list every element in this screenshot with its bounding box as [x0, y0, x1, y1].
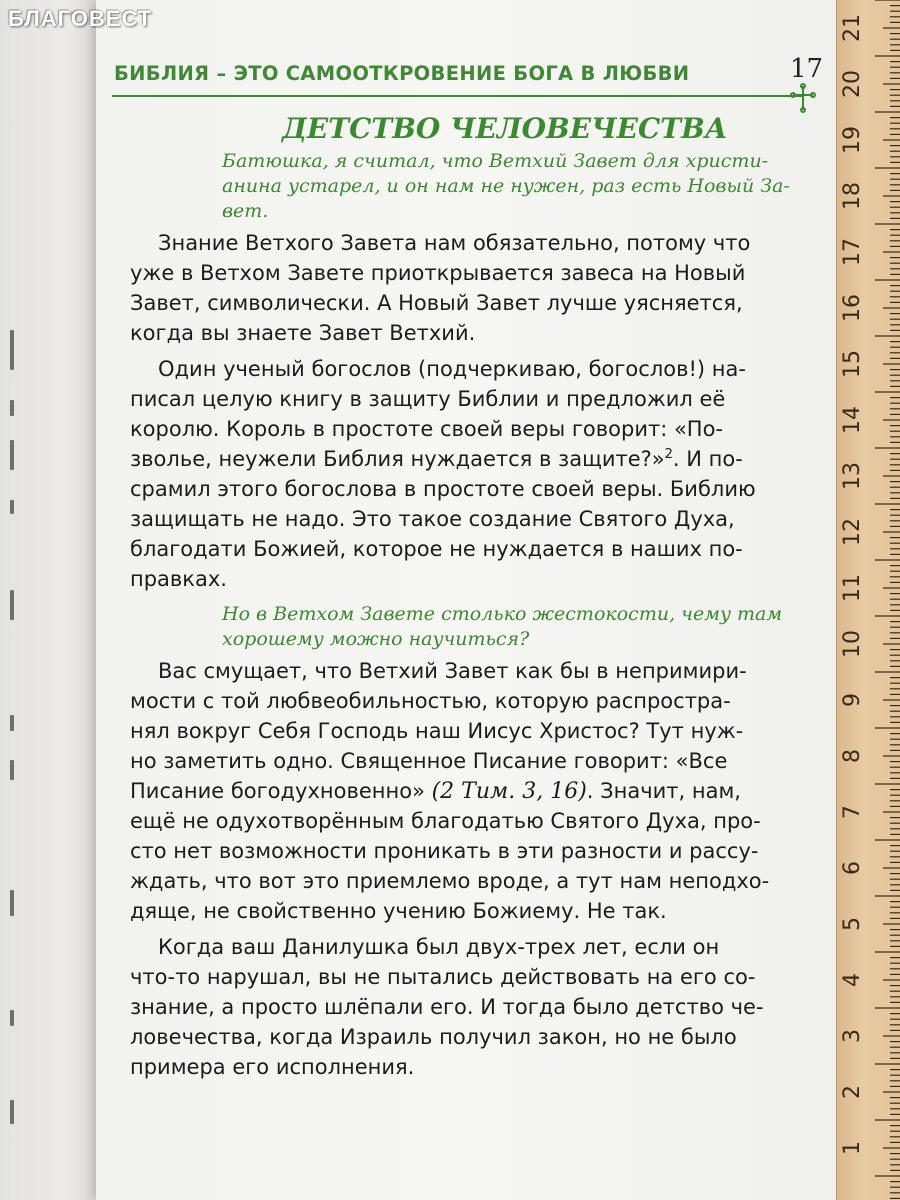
ruler-number: 8: [840, 749, 865, 763]
text-line: нял вокруг Себя Господь наш Иисус Христос? Тут нуж-: [130, 719, 744, 743]
ruler-number: 3: [840, 1029, 865, 1043]
text-line: ловечества, когда Израиль получил закон, но не было: [130, 1025, 737, 1049]
ruler-number: 16: [840, 294, 865, 322]
question-line: анина устарел, и он нам не нужен, раз есть Новый За-: [222, 175, 790, 197]
text-line: Когда ваш Данилушка был двух-трех лет, если он: [158, 935, 720, 959]
text-line: ещё не одухотворённым благодатью Святого Духа, про-: [130, 809, 761, 833]
text-line: Знание Ветхого Завета нам обязательно, потому что: [158, 231, 751, 255]
text-line: благодати Божией, которое не нуждается в наших по-: [130, 537, 743, 561]
measuring-ruler: [836, 0, 900, 1200]
left-page-edge: [0, 0, 110, 1200]
section-title: ДЕТСТВО ЧЕЛОВЕЧЕСТВА: [282, 112, 728, 145]
ruler-number: 19: [840, 126, 865, 154]
ruler-number: 12: [840, 518, 865, 546]
header-rule: [112, 95, 802, 97]
text-line: [130, 779, 741, 804]
ruler-number: 1: [840, 1141, 865, 1155]
ruler-scale: [837, 0, 900, 1200]
running-header-title: БИБЛИЯ – ЭТО САМООТКРОВЕНИЕ БОГА В ЛЮБВИ: [114, 62, 690, 85]
question-line: вет.: [222, 200, 269, 222]
ruler-number: 9: [840, 693, 865, 707]
question-line: Батюшка, я считал, что Ветхий Завет для христи-: [222, 150, 769, 172]
text-line: знание, а просто шлёпали его. И тогда было детство че-: [130, 995, 764, 1019]
text-fragment: Писание богодухновенно»: [130, 779, 432, 803]
scripture-reference: (2 Тим. 3, 16): [431, 779, 587, 804]
ruler-number: 21: [840, 14, 865, 42]
text-line: дяще, не свойственно учению Божиему. Не так.: [130, 899, 667, 923]
ruler-number: 6: [840, 861, 865, 875]
text-line: но заметить одно. Священное Писание говорит: «Все: [130, 749, 728, 773]
ruler-number: 13: [840, 462, 865, 490]
ruler-number: 2: [840, 1085, 865, 1099]
text-line: Один ученый богослов (подчеркиваю, богослов!) на-: [158, 357, 746, 381]
watermark-logo: БЛАГОВЕСТ: [8, 6, 153, 31]
ruler-number: 20: [840, 70, 865, 98]
quote-text: зволье, неужели Библия нуждается в защите?»: [130, 447, 665, 471]
text-fragment: . Значит, нам,: [586, 779, 741, 803]
ruler-number: 7: [840, 805, 865, 819]
ruler-number: 17: [840, 238, 865, 266]
text-line: Вас смущает, что Ветхий Завет как бы в непримири-: [158, 659, 747, 683]
text-line: ждать, что вот это приемлемо вроде, а тут нам неподхо-: [130, 869, 770, 893]
text-line: [130, 447, 743, 471]
question-line: Но в Ветхом Завете столько жестокости, чему там: [222, 603, 783, 625]
ruler-number: 5: [840, 917, 865, 931]
ruler-number: 14: [840, 406, 865, 434]
text-line: что-то нарушал, вы не пытались действовать на его со-: [130, 965, 756, 989]
text-line: защищать не надо. Это такое создание Святого Духа,: [130, 507, 735, 531]
ruler-number: 18: [840, 182, 865, 210]
footnote-marker[interactable]: 2: [664, 447, 673, 462]
text-line: Завет, символически. А Новый Завет лучше уясняется,: [130, 291, 743, 315]
cross-icon: [788, 83, 818, 113]
text-line: правках.: [130, 567, 227, 591]
text-fragment: . И по-: [672, 447, 743, 471]
text-line: срамил этого богослова в простоте своей веры. Библию: [130, 477, 756, 501]
ruler-number: 4: [840, 973, 865, 987]
text-line: мости с той любвеобильностью, которую распростра-: [130, 689, 731, 713]
text-line: сто нет возможности проникать в эти разности и рассу-: [130, 839, 759, 863]
text-line: примера его исполнения.: [130, 1055, 415, 1079]
text-line: писал целую книгу в защиту Библии и предложил её: [130, 387, 726, 411]
text-line: уже в Ветхом Завете приоткрывается завеса на Новый: [130, 261, 746, 285]
text-line: королю. Король в простоте своей веры говорит: «По-: [130, 417, 724, 441]
ruler-number: 15: [840, 350, 865, 378]
ruler-number: 11: [840, 574, 865, 602]
question-line: хорошему можно научиться?: [222, 628, 530, 650]
ruler-number: 10: [840, 630, 865, 658]
page-number: 17: [790, 54, 824, 84]
text-line: когда вы знаете Завет Ветхий.: [130, 321, 476, 345]
